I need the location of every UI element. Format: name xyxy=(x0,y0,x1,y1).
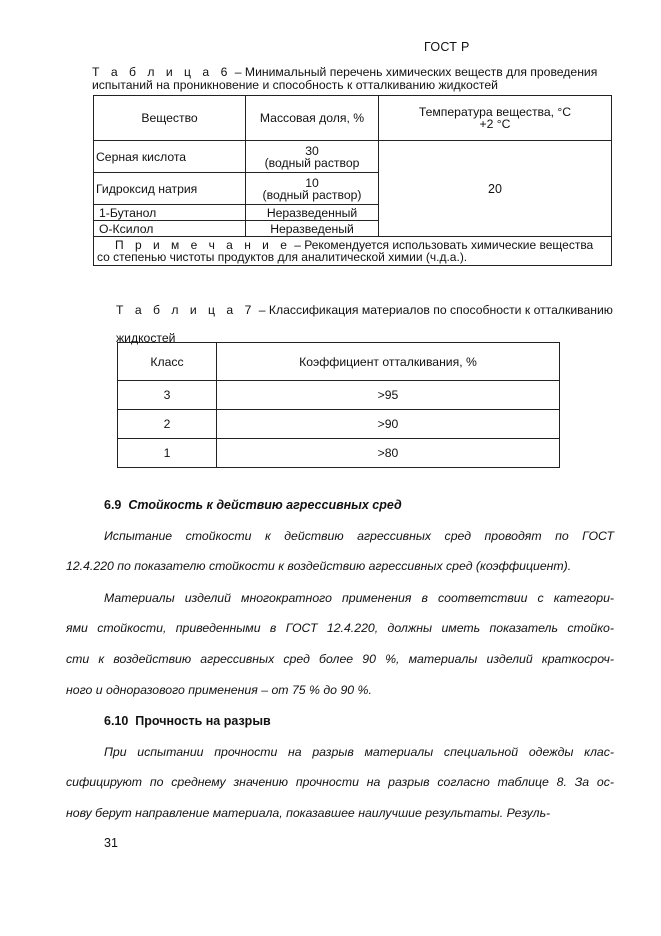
table6-header-temperature-line2: +2 °С xyxy=(479,117,511,131)
table7-header-coef: Коэффициент отталкивания, % xyxy=(217,343,560,381)
section-6-9-para2-line3: сти к воздействию агрессивных сред более 90 %, материалы изделий краткосроч- xyxy=(66,652,614,666)
table7 xyxy=(117,342,560,468)
table-row xyxy=(118,381,560,410)
table-row xyxy=(118,439,560,468)
section-6-9-heading xyxy=(104,498,402,512)
section-6-10-heading xyxy=(104,714,271,728)
table6-cell-substance: О-Ксилол xyxy=(94,221,246,237)
table7-cell-coef: >95 xyxy=(217,381,560,410)
table6-caption-text: – Минимальный перечень химических веществ для проведения испытаний на проникновение и способность к отталкиванию жидкостей xyxy=(92,65,598,92)
section-6-9-para1-line2: 12.4.220 по показателю стойкости к воздействию агрессивных сред (коэффициент). xyxy=(66,559,572,573)
table7-cell-coef: >80 xyxy=(217,439,560,468)
table6-cell-fraction-value: 30 xyxy=(305,143,319,158)
table-row xyxy=(118,410,560,439)
table6-cell-fraction: Неразведенный xyxy=(246,205,379,221)
table6-note xyxy=(94,237,612,266)
table6-cell-substance: Гидроксид натрия xyxy=(94,173,246,205)
section-6-9-para2-line1: Материалы изделий многократного применения в соответствии с категори- xyxy=(104,591,614,605)
page-number: 31 xyxy=(104,836,118,850)
table6-cell-substance: Серная кислота xyxy=(94,141,246,173)
section-6-10-number: 6.10 xyxy=(104,714,129,728)
section-6-9-title: Стойкость к действию агрессивных сред xyxy=(128,498,402,512)
section-6-10-para1-line1: При испытании прочности на разрыв материалы специальной одежды клас- xyxy=(104,745,614,759)
table-row xyxy=(94,141,612,173)
table7-cell-class: 1 xyxy=(118,439,217,468)
table7-caption-label: Т а б л и ц а 7 xyxy=(116,303,256,317)
table7-cell-coef: >90 xyxy=(217,410,560,439)
table6-cell-fraction: Неразведеный xyxy=(246,221,379,237)
table7-cell-class: 2 xyxy=(118,410,217,439)
table6 xyxy=(93,95,612,266)
table6-caption xyxy=(92,66,612,92)
table6-cell-temperature: 20 xyxy=(379,141,612,237)
section-6-10-para1-line3: нову берут направление материала, показавшее наилучшие результаты. Резуль- xyxy=(66,806,551,820)
table6-cell-fraction-note: (водный раствор xyxy=(264,155,360,170)
section-6-9-number: 6.9 xyxy=(104,498,122,512)
table6-header-substance: Вещество xyxy=(94,96,246,141)
table6-cell-fraction-note: (водный раствор) xyxy=(262,187,362,202)
document-header: ГОСТ Р xyxy=(424,40,470,54)
table6-cell-fraction xyxy=(246,173,379,205)
table6-header-temperature xyxy=(379,96,612,141)
table6-header-fraction: Массовая доля, % xyxy=(246,96,379,141)
table6-note-text: – Рекомендуется использовать химические вещества со степенью чистоты продуктов для аналитической химии (ч.д.а.). xyxy=(97,238,594,264)
section-6-10-title: Прочность на разрыв xyxy=(135,714,271,728)
table7-caption-text: – Классификация материалов по способности к отталкиванию жидкостей xyxy=(116,303,613,345)
table6-cell-fraction-value: 10 xyxy=(305,175,319,190)
section-6-10-para1-line2: сифицируют по среднему значению прочности на разрыв согласно таблице 8. За ос- xyxy=(66,775,614,789)
table7-header-class: Класс xyxy=(118,343,217,381)
table6-caption-label: Т а б л и ц а 6 xyxy=(92,65,232,79)
section-6-9-para2-line4: ного и одноразового применения – от 75 % до 90 %. xyxy=(66,683,372,697)
section-6-9-para1-line1: Испытание стойкости к действию агрессивных сред проводят по ГОСТ xyxy=(104,529,614,543)
table-row xyxy=(94,237,612,266)
table7-cell-class: 3 xyxy=(118,381,217,410)
table6-cell-fraction xyxy=(246,141,379,173)
table6-note-label: П р и м е ч а н и е xyxy=(115,238,291,252)
table6-header-temperature-line1: Температура вещества, °С xyxy=(418,105,572,119)
table6-cell-substance: 1-Бутанол xyxy=(94,205,246,221)
section-6-9-para2-line2: ями стойкости, приведенными в ГОСТ 12.4.220, должны иметь показатель стойко- xyxy=(66,621,614,635)
